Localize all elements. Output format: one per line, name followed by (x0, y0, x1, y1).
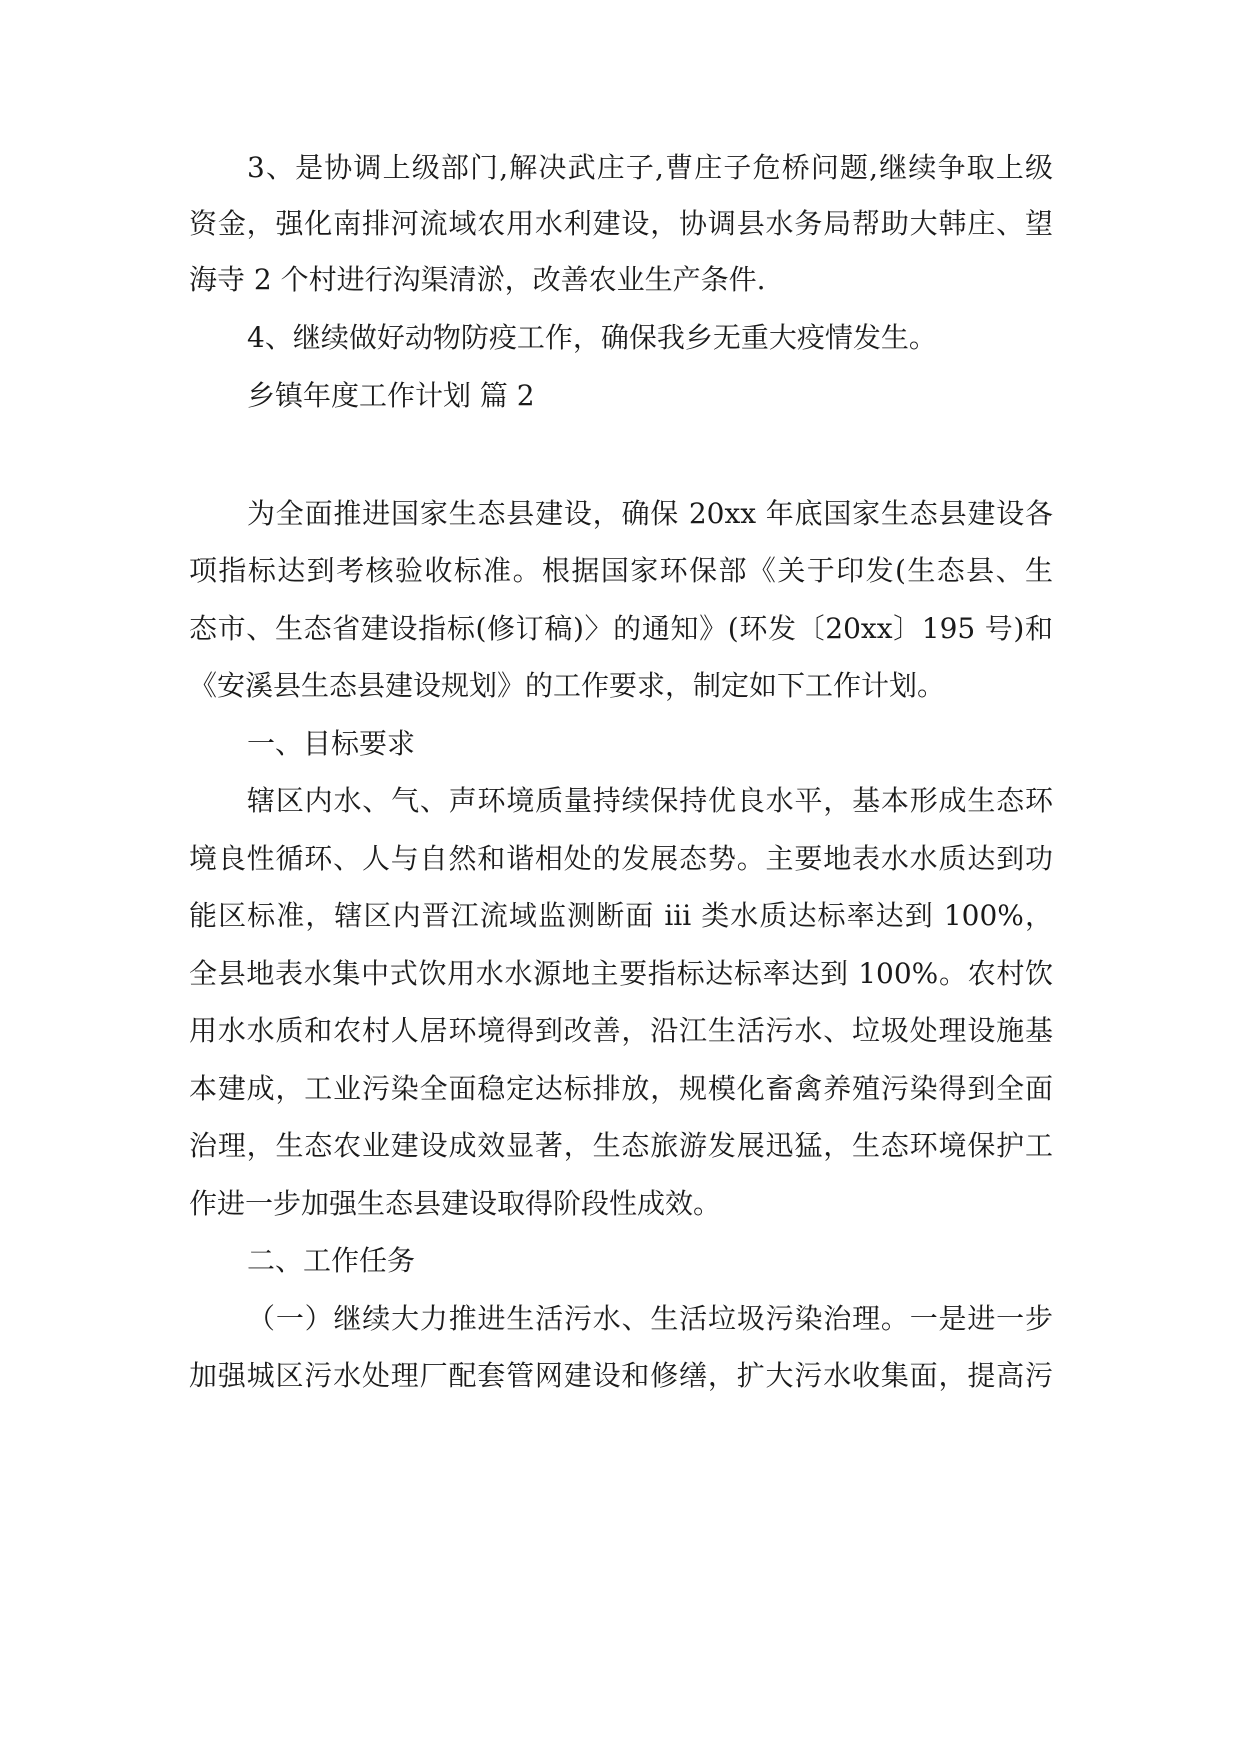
paragraph-line: 《安溪县生态县建设规划》的工作要求，制定如下工作计划。 (189, 669, 946, 702)
section-heading: 二、工作任务 (247, 1244, 416, 1277)
paragraph-line: 加强城区污水处理厂配套管网建设和修缮，扩大污水收集面，提高污 (189, 1359, 1053, 1392)
paragraph-line: 为全面推进国家生态县建设，确保 20xx 年底国家生态县建设各 (247, 497, 1053, 530)
paragraph-line: 能区标准，辖区内晋江流域监测断面 iii 类水质达标率达到 100%， (189, 899, 1053, 932)
paragraph-line: 全县地表水集中式饮用水水源地主要指标达标率达到 100%。农村饮 (189, 957, 1053, 990)
paragraph-line: 辖区内水、气、声环境质量持续保持优良水平，基本形成生态环 (247, 784, 1053, 817)
paragraph-line: 态市、生态省建设指标(修订稿)〉的通知》(环发〔20xx〕195 号)和 (189, 612, 1053, 645)
paragraph-line: 4、继续做好动物防疫工作，确保我乡无重大疫情发生。 (247, 321, 937, 354)
paragraph-line: 项指标达到考核验收标准。根据国家环保部《关于印发(生态县、生 (189, 554, 1053, 587)
paragraph-line: 境良性循环、人与自然和谐相处的发展态势。主要地表水水质达到功 (189, 842, 1053, 875)
paragraph-line: 作进一步加强生态县建设取得阶段性成效。 (189, 1187, 722, 1220)
paragraph-line: 资金，强化南排河流域农用水利建设，协调县水务局帮助大韩庄、望 (189, 207, 1053, 240)
section-heading: 乡镇年度工作计划 篇 2 (247, 379, 535, 412)
section-heading: 一、目标要求 (247, 727, 416, 760)
paragraph-line: （一）继续大力推进生活污水、生活垃圾污染治理。一是进一步 (247, 1302, 1053, 1335)
paragraph-line: 本建成，工业污染全面稳定达标排放，规模化畜禽养殖污染得到全面 (189, 1072, 1053, 1105)
paragraph-line: 3、是协调上级部门,解决武庄子,曹庄子危桥问题,继续争取上级 (247, 151, 1053, 184)
paragraph-line: 海寺 2 个村进行沟渠清淤，改善农业生产条件. (189, 263, 766, 296)
paragraph-line: 用水水质和农村人居环境得到改善，沿江生活污水、垃圾处理设施基 (189, 1014, 1053, 1047)
paragraph-line: 治理，生态农业建设成效显著，生态旅游发展迅猛，生态环境保护工 (189, 1129, 1053, 1162)
